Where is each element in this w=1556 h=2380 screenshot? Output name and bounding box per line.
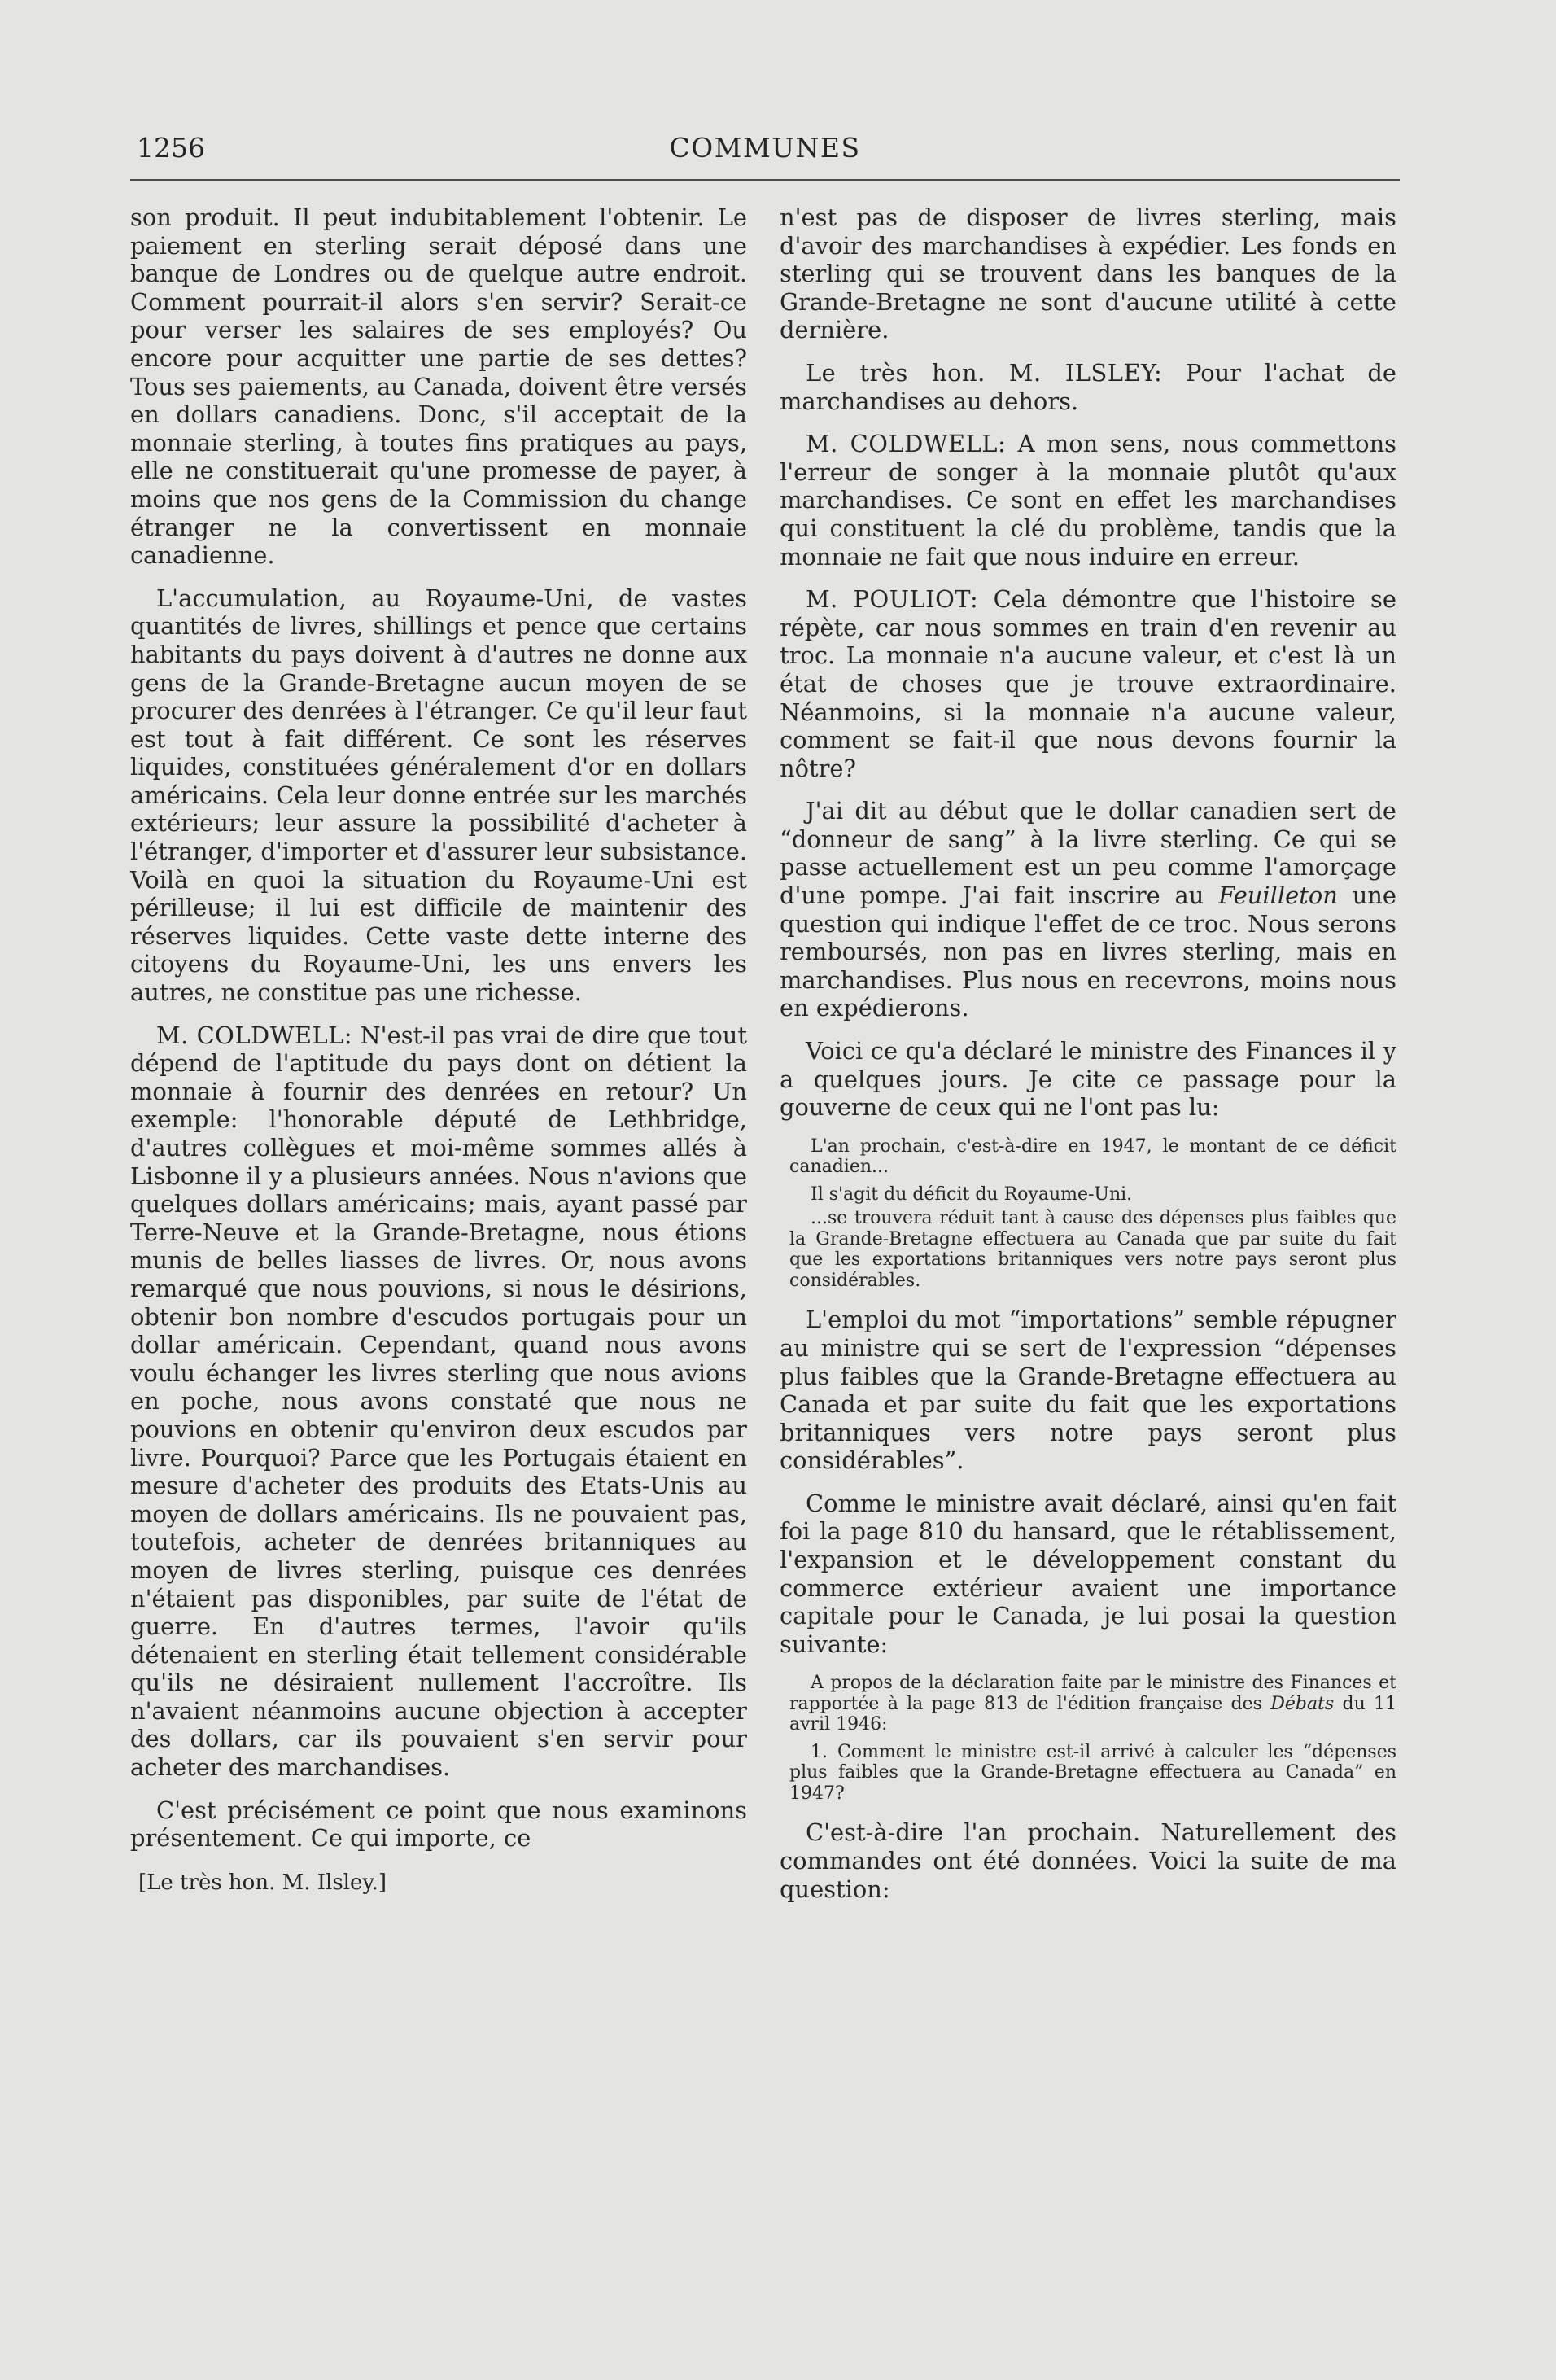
paragraph: C'est-à-dire l'an prochain. Naturellement des commandes ont été données. Voici la suite de ma question: <box>780 1818 1396 1903</box>
running-head: COMMUNES <box>669 132 861 164</box>
speaker-name: M. POULIOT: <box>806 585 979 614</box>
block-quote: L'an prochain, c'est-à-dire en 1947, le montant de ce déficit canadien... <box>789 1135 1396 1178</box>
paragraph: son produit. Il peut indubitablement l'obtenir. Le paiement en sterling serait déposé dans une banque de Londres ou de quelque autre endroit. Comment pourrait-il alors s'en servir? Serait-ce pour verser les salaires de ses employés? Ou encore pour acquitter une partie de ses dettes? Tous ses paiements, au Canada, doivent être versés en dollars canadiens. Donc, s'il acceptait de la monnaie sterling, à toutes fins pratiques au pays, elle ne constituerait qu'une promesse de payer, à moins que nos gens de la Commission du change étranger ne la convertissent en monnaie canadienne. <box>130 203 747 570</box>
paragraph: L'accumulation, au Royaume-Uni, de vastes quantités de livres, shillings et pence que certains habitants du pays doivent à d'autres ne donne aux gens de la Grande-Bretagne aucun moyen de se procurer des denrées à l'étranger. Ce qu'il leur faut est tout à fait différent. Ce sont les réserves liquides, constituées généralement d'or en dollars américains. Cela leur donne entrée sur les marchés extérieurs; leur assure la possibilité d'acheter à l'étranger, d'importer et d'assurer leur subsistance. Voilà en quoi la situation du Royaume-Uni est périlleuse; il lui est difficile de maintenir des réserves liquides. Cette vaste dette interne des citoyens du Royaume-Uni, les uns envers les autres, ne constitue pas une richesse. <box>130 584 747 1007</box>
text-run: une question qui indique l'effet de ce troc. Nous serons remboursés, non pas en livres sterling, mais en marchandises. Plus nous en recevrons, moins nous en expédierons. <box>780 882 1396 1022</box>
speech-text: N'est-il pas vrai de dire que tout dépend de l'aptitude du pays dont on détient la monnaie à fournir des denrées en retour? Un exemple: l'honorable député de Lethbridge, d'autres collègues et moi-même sommes allés à Lisbonne il y a plusieurs années. Nous n'avions que quelques dollars américains; mais, ayant passé par Terre-Neuve et la Grande-Bretagne, nous étions munis de belles liasses de livres. Or, nous avons remarqué que nous pouvions, si nous le désirions, obtenir bon nombre d'escudos portugais pour un dollar américain. Cependant, quand nous avons voulu échanger les livres sterling que nous avions en poche, nous avons constaté que nous ne pouvions en obtenir qu'environ deux escudos par livre. Pourquoi? Parce que les Portugais étaient en mesure d'acheter des produits des Etats-Unis au moyen de dollars américains. Ils ne pouvaient pas, toutefois, acheter de denrées britanniques au moyen de livres sterling, puisque ces denrées n'étaient pas disponibles, par suite de l'état de guerre. En d'autres termes, l'avoir qu'ils détenaient en sterling était tellement considérable qu'ils ne désiraient nullement l'accroître. Ils n'avaient néanmoins aucune objection à accepter des dollars, car ils pouvaient s'en servir pour acheter des marchandises. <box>130 1021 747 1782</box>
speaker-name: M. COLDWELL: <box>156 1021 353 1049</box>
speech-text: Pour l'achat de marchandises au dehors. <box>780 358 1396 415</box>
paragraph: n'est pas de disposer de livres sterling, mais d'avoir des marchandises à expédier. Les fonds en sterling qui se trouvent dans les banques de la Grande-Bretagne ne sont d'aucune utilité à cette dernière. <box>780 203 1396 344</box>
speech-paragraph <box>780 585 1396 782</box>
paragraph: L'emploi du mot “importations” semble répugner au ministre qui se sert de l'expression “dépenses plus faibles que la Grande-Bretagne effectuera au Canada et par suite du fait que les exportations britanniques vers notre pays seront plus considérables”. <box>780 1306 1396 1475</box>
text-run: J'ai dit au début que le dollar canadien sert de “donneur de sang” à la livre sterling. Ce qui se passe actuellement est un peu comme l'amorçage d'une pompe. J'ai fait inscrire au <box>780 797 1396 910</box>
paragraph: Comme le ministre avait déclaré, ainsi qu'en fait foi la page 810 du hansard, que le rétablissement, l'expansion et le développement constant du commerce extérieur avaient une importance capitale pour le Canada, je lui posai la question suivante: <box>780 1489 1396 1658</box>
speech-paragraph <box>130 1022 747 1782</box>
italic-title: Débats <box>1270 1693 1335 1714</box>
block-quote <box>780 1673 1396 1735</box>
page-header <box>130 132 1400 173</box>
right-column <box>780 203 1396 1918</box>
block-quote: Il s'agit du déficit du Royaume-Uni. <box>811 1183 1133 1205</box>
page-number: 1256 <box>137 132 205 164</box>
paragraph: Voici ce qu'a déclaré le ministre des Finances il y a quelques jours. Je cite ce passage pour la gouverne de ceux qui ne l'ont pas lu: <box>780 1037 1396 1122</box>
speech-paragraph <box>780 430 1396 571</box>
speaker-attribution: [Le très hon. M. Ilsley.] <box>138 1870 387 1895</box>
speaker-name: M. COLDWELL: <box>806 430 1007 458</box>
italic-title: Feuilleton <box>1218 882 1338 910</box>
speaker-name: Le très hon. M. ILSLEY: <box>806 358 1163 387</box>
block-quote: ...se trouvera réduit tant à cause des dépenses plus faibles que la Grande-Bretagne effectuera au Canada que par suite du fait que les exportations britanniques vers notre pays seront plus considérables. <box>789 1208 1396 1291</box>
speech-text: A mon sens, nous commettons l'erreur de songer à la monnaie plutôt qu'aux marchandises. Ce sont en effet les marchandises qui constituent la clé du problème, tandis que la monnaie ne fait que nous induire en erreur. <box>780 430 1396 571</box>
left-column <box>130 203 747 1895</box>
paragraph <box>780 797 1396 1022</box>
speech-text: Cela démontre que l'histoire se répète, car nous sommes en train d'en revenir au troc. La monnaie n'a aucune valeur, et c'est là un état de choses que je trouve extraordinaire. Néanmoins, si la monnaie n'a aucune valeur, comment se fait-il que nous devons fournir la nôtre? <box>780 585 1396 782</box>
header-rule <box>130 179 1400 181</box>
text-run: du 11 avril 1946: <box>789 1693 1397 1735</box>
paragraph: C'est précisément ce point que nous examinons présentement. Ce qui importe, ce <box>130 1796 747 1853</box>
block-quote: 1. Comment le ministre est-il arrivé à calculer les “dépenses plus faibles que la Grande-Bretagne effectuera au Canada” en 1947? <box>789 1741 1396 1804</box>
speech-paragraph <box>780 359 1396 415</box>
text-run: A propos de la déclaration faite par le ministre des Finances et rapportée à la page 813 de l'édition française des <box>789 1673 1396 1714</box>
